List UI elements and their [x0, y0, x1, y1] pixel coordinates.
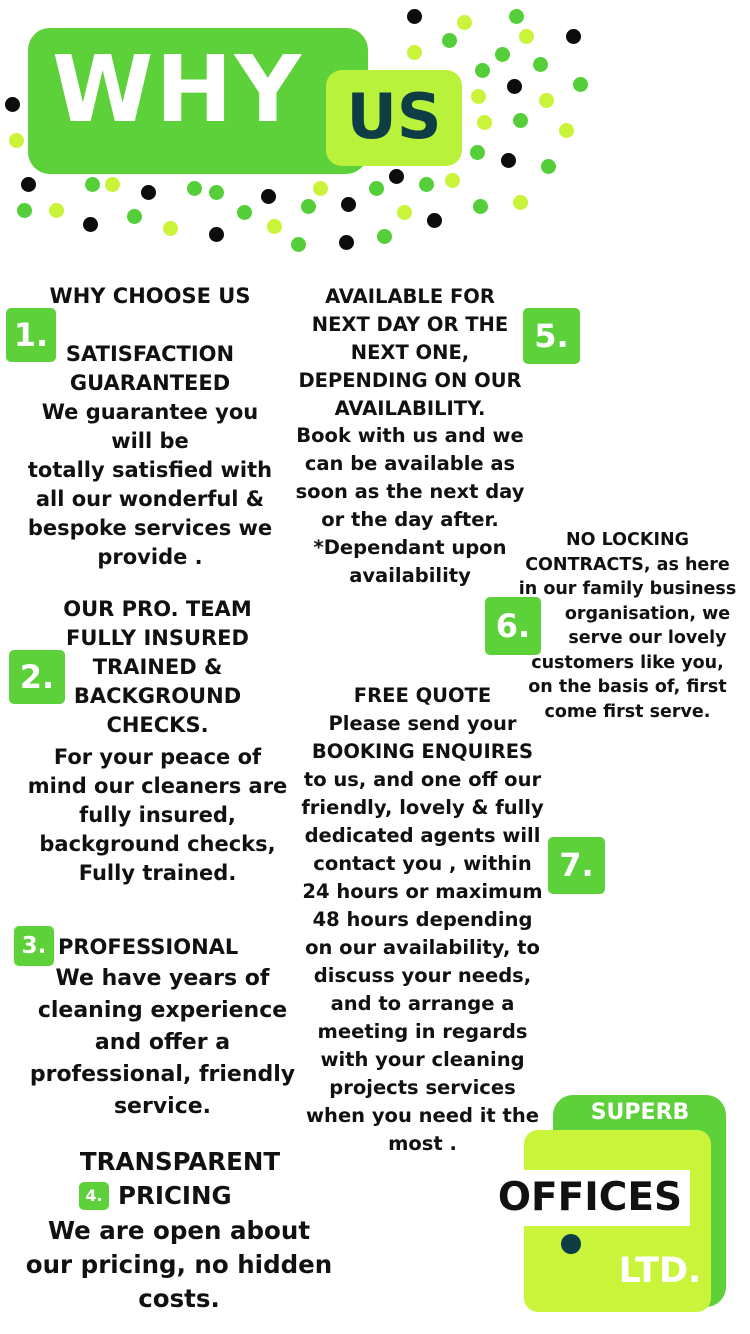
confetti-dot: [141, 185, 156, 200]
confetti-dot: [261, 189, 276, 204]
text-line: FULLY INSURED: [66, 626, 249, 650]
text-line: OUR PRO. TEAM: [63, 597, 252, 621]
confetti-dot: [5, 97, 20, 112]
us-heading: US: [346, 80, 442, 153]
text-line: 24 hours or maximum: [302, 880, 543, 903]
transparent-title: TRANSPARENT: [79, 1147, 281, 1176]
confetti-dot: [507, 79, 522, 94]
text-line: all our wonderful &: [35, 487, 265, 511]
text-line: come first serve.: [544, 701, 711, 722]
text-line: our pricing, no hidden: [25, 1250, 333, 1279]
confetti-dot: [419, 177, 434, 192]
confetti-dot: [471, 89, 486, 104]
confetti-dot: [209, 185, 224, 200]
why-choose-heading: WHY CHOOSE US: [49, 284, 251, 308]
text-line: NEXT DAY OR THE: [311, 313, 509, 336]
number-badge-6: 6.: [485, 597, 541, 655]
confetti-dot: [407, 9, 422, 24]
confetti-dot: [427, 213, 442, 228]
confetti-dot: [341, 197, 356, 212]
text-line: professional, friendly: [29, 1062, 296, 1087]
confetti-dot: [85, 177, 100, 192]
confetti-dot: [187, 181, 202, 196]
satisfaction-body: [0, 398, 300, 572]
text-line: AVAILABLE FOR: [325, 285, 495, 308]
text-line: availability: [349, 564, 471, 587]
confetti-dot: [495, 47, 510, 62]
confetti-dot: [49, 203, 64, 218]
confetti-dot: [541, 159, 556, 174]
text-line: background checks,: [39, 832, 276, 856]
number-badge-3: 3.: [14, 926, 54, 966]
text-line: We are open about: [47, 1216, 311, 1245]
satisfaction-title-2: GUARANTEED: [69, 371, 231, 395]
number-badge-4: 4.: [79, 1182, 109, 1210]
text-line: on our availability, to: [305, 936, 540, 959]
text-line: and to arrange a: [330, 992, 515, 1015]
number-badge-5: 5.: [523, 308, 580, 364]
text-line: provide .: [97, 545, 203, 569]
confetti-dot: [389, 169, 404, 184]
text-line: serve our lovely: [568, 628, 727, 648]
text-line: discuss your needs,: [313, 964, 532, 987]
number-badge-7: 7.: [548, 837, 605, 894]
text-line: and offer a: [94, 1030, 231, 1055]
number-badge-1: 1.: [6, 308, 56, 362]
text-line: For your peace of: [53, 745, 262, 769]
confetti-dot: [291, 237, 306, 252]
text-line: organisation, we: [564, 603, 731, 624]
confetti-dot: [475, 63, 490, 78]
text-line: service.: [113, 1094, 212, 1119]
text-line: AVAILABILITY.: [334, 397, 486, 420]
confetti-dot: [407, 45, 422, 60]
confetti-dot: [566, 29, 581, 44]
confetti-dot: [445, 173, 460, 188]
logo-offices-text: OFFICES: [497, 1175, 683, 1220]
text-line: friendly, lovely & fully: [301, 796, 544, 819]
number-badge-2: 2.: [9, 650, 65, 704]
confetti-dot: [513, 113, 528, 128]
text-line: *Dependant upon: [313, 536, 507, 559]
text-line: meeting in regards: [317, 1020, 528, 1043]
text-line: cleaning experience: [37, 998, 288, 1023]
pro-team-title: [10, 595, 305, 740]
confetti-dot: [513, 195, 528, 210]
text-line: We guarantee you: [41, 400, 259, 424]
text-line: with your cleaning: [320, 1048, 525, 1071]
logo-dot: [561, 1234, 581, 1254]
confetti-dot: [21, 177, 36, 192]
text-line: on the basis of, first: [528, 677, 727, 697]
why-heading: WHY: [52, 36, 304, 143]
text-line: 48 hours depending: [312, 908, 533, 931]
available-title: [285, 283, 535, 423]
confetti-dot: [377, 229, 392, 244]
confetti-dot: [369, 181, 384, 196]
text-line: mind our cleaners are: [27, 774, 288, 798]
free-quote-body: [290, 710, 555, 1158]
confetti-dot: [573, 77, 588, 92]
text-line: in our family business: [518, 579, 737, 599]
confetti-dot: [559, 123, 574, 138]
professional-title: PROFESSIONAL: [58, 935, 239, 959]
professional-body: [10, 963, 315, 1123]
confetti-dot: [105, 177, 120, 192]
satisfaction-title-1: SATISFACTION: [65, 342, 235, 366]
text-line: NO LOCKING: [566, 530, 689, 550]
text-line: costs.: [138, 1284, 220, 1313]
confetti-dot: [539, 93, 554, 108]
confetti-dot: [442, 33, 457, 48]
confetti-dot: [301, 199, 316, 214]
pricing-title: PRICING: [118, 1181, 232, 1210]
text-line: TRAINED &: [92, 655, 223, 679]
confetti-dot: [477, 115, 492, 130]
text-line: contact you , within: [313, 852, 532, 875]
text-line: soon as the next day: [295, 480, 525, 503]
text-line: or the day after.: [321, 508, 499, 531]
text-line: bespoke services we: [27, 516, 273, 540]
text-line: can be available as: [304, 452, 516, 475]
text-line: projects services: [329, 1076, 516, 1099]
text-line: totally satisfied with: [27, 458, 273, 482]
text-line: most .: [388, 1132, 457, 1155]
available-body: [285, 422, 535, 590]
confetti-dot: [127, 209, 142, 224]
text-line: Fully trained.: [78, 861, 237, 885]
confetti-dot: [163, 221, 178, 236]
pricing-body: [10, 1214, 348, 1316]
confetti-dot: [501, 153, 516, 168]
text-line: BOOKING ENQUIRES: [311, 740, 534, 763]
text-line: fully insured,: [79, 803, 236, 827]
confetti-dot: [9, 133, 24, 148]
text-line: customers like you,: [531, 652, 724, 673]
confetti-dot: [470, 145, 485, 160]
text-line: CONTRACTS, as here: [525, 554, 730, 575]
text-line: CHECKS.: [106, 713, 209, 737]
text-line: BACKGROUND: [73, 684, 242, 708]
text-line: will be: [111, 429, 189, 453]
logo-superb-text: SUPERB: [590, 1100, 690, 1125]
pro-team-body: [10, 743, 305, 888]
confetti-dot: [473, 199, 488, 214]
confetti-dot: [533, 57, 548, 72]
confetti-dot: [267, 219, 282, 234]
text-line: to us, and one off our: [303, 768, 542, 791]
text-line: Please send your: [328, 712, 517, 735]
text-line: when you need it the: [306, 1104, 539, 1127]
confetti-dot: [313, 181, 328, 196]
confetti-dot: [509, 9, 524, 24]
confetti-dot: [17, 203, 32, 218]
confetti-dot: [209, 227, 224, 242]
free-quote-title: FREE QUOTE: [353, 684, 492, 707]
confetti-dot: [339, 235, 354, 250]
text-line: Book with us and we: [296, 424, 524, 447]
confetti-dot: [397, 205, 412, 220]
logo-ltd-text: LTD.: [618, 1251, 702, 1291]
confetti-dot: [519, 29, 534, 44]
confetti-dot: [457, 15, 472, 30]
text-line: NEXT ONE,: [350, 341, 470, 364]
confetti-dot: [83, 217, 98, 232]
confetti-dot: [237, 205, 252, 220]
text-line: We have years of: [55, 966, 270, 991]
text-line: dedicated agents will: [304, 824, 541, 847]
text-line: DEPENDING ON OUR: [298, 369, 522, 392]
